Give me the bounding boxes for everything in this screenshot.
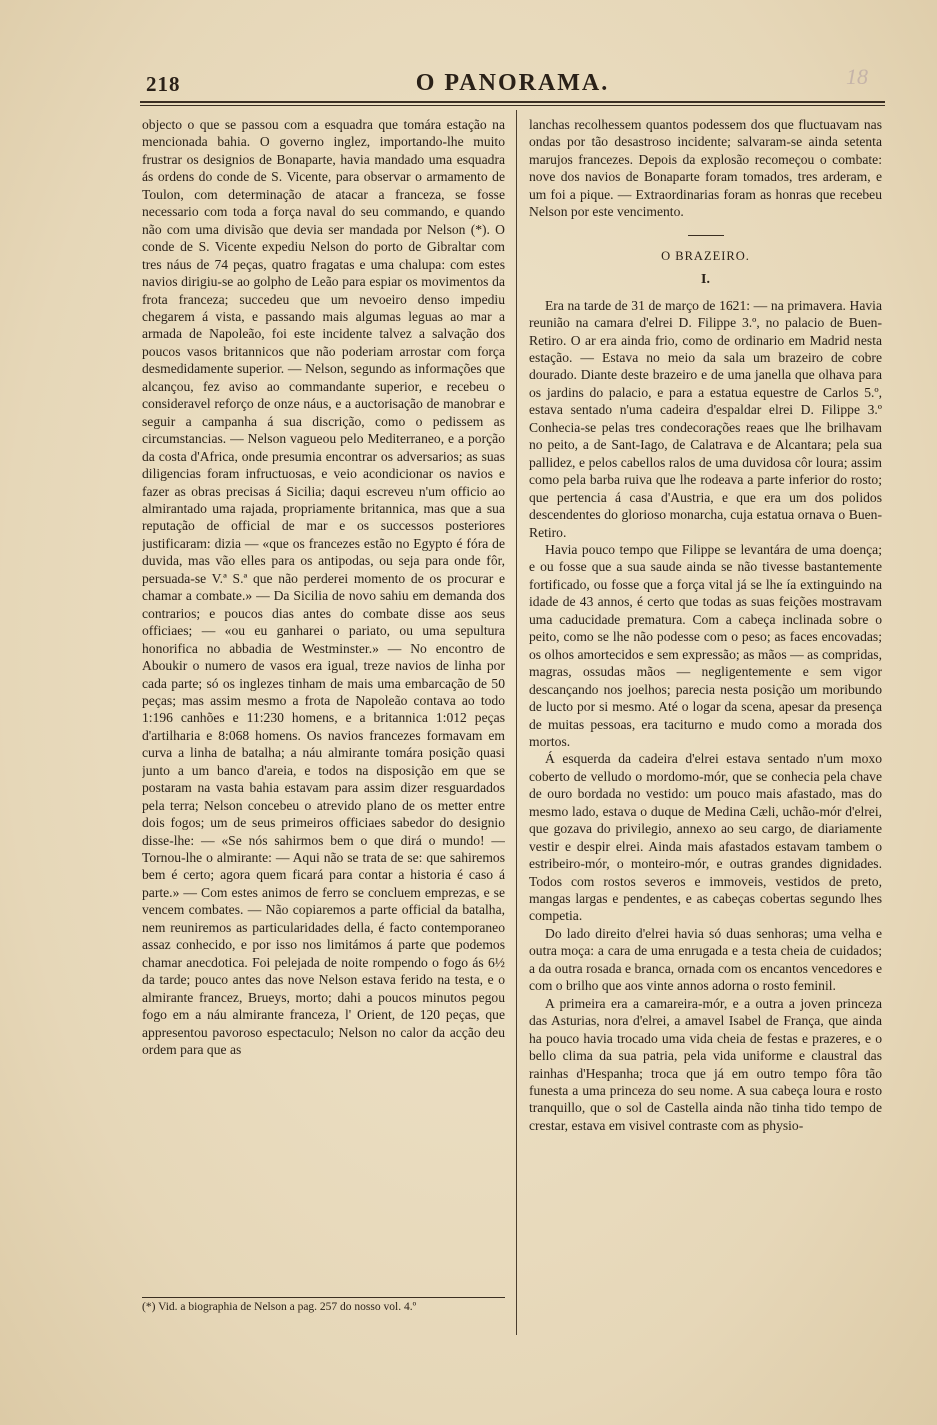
article-paragraph: Á esquerda da cadeira d'elrei estava sentado n'um moxo coberto de velludo o mordomo-mór, que se conhecia pela chave de ouro bordada no vestido: um pouco mais afastado, mas do mesmo lado, estava o duque de Medina Cæli, uchão-mór d'elrei, que gozava do privilegio, annexo ao seu cargo, de diariamente vestir e despir elrei. Ainda mais afastados estavam tambem o estribeiro-mór, o monteiro-mór, e outras grandes dignidades. Todos com rostos severos e immoveis, vestidos de preto, mangas largas e pendentes, e as cabeças cobertas segundo lhes competia. — [529, 751, 882, 924]
footnote-rule — [142, 1297, 505, 1298]
article-paragraph: Do lado direito d'elrei havia só duas senhoras; uma velha e outra moça: a cara de uma enrugada e a testa cheia de cuidados; a da outra rosada e branca, ornada com os encantos vencedores e com o brilho que aos vinte annos adorna o rosto feminil. — [529, 925, 882, 994]
left-column — [142, 116, 505, 1286]
section-number: I. — [701, 272, 710, 288]
column-divider — [516, 110, 517, 1335]
section-divider — [688, 235, 724, 236]
journal-title: O PANORAMA. — [415, 70, 610, 96]
article-paragraph: Havia pouco tempo que Filippe se levantára de uma doença; e ou fosse que a sua saude ainda se não tivesse bastantemente fortificado, ou fosse que a força vital já se lhe ía extinguindo na idade de 43 annos, é certo que todas as suas feições mostravam uma caducidade prematura. Com a cabeça inclinada sobre o peito, como se lhe não podesse com o peso; as faces encovadas; os olhos amortecidos e sem expressão; as mãos — as compridas, magras, ossudas mãos — negligentemente e sem vigor descançando nos joelhos; parecia nesta posição um moribundo de lucto por si mesmo. Até o logar da scena, apesar da presença de muitas pessoas, era taciturno e mudo como a morada dos mortos. — [529, 541, 882, 749]
footnote: (*) Vid. a biographia de Nelson a pag. 257 do nosso vol. 4.º — [142, 1301, 417, 1313]
header-rule-thin — [140, 105, 885, 106]
continuation-paragraph: lanchas recolhessem quantos podessem dos que fluctuavam nas ondas por tão desastroso incidente; salvaram-se ainda setenta marujos francezes. Depois da explosão recomeçou o combate: nove dos navios de Bonaparte foram tomados, tres arderam, e um foi a pique. — Extraordinarias foram as honras que recebeu Nelson por este vencimento. — [529, 117, 882, 220]
right-column — [529, 116, 882, 1336]
header-rule — [140, 101, 885, 103]
page-number: 218 — [146, 72, 181, 96]
article-paragraph: Era na tarde de 31 de março de 1621: — na primavera. Havia reunião na camara d'elrei D. Filippe 3.º, no palacio de Buen-Retiro. O ar era ainda frio, como de ordinario em Madrid nesta estação. — Estava no meio da sala um brazeiro de cobre dourado. Diante deste brazeiro e de uma janella que olhava para os jardins do palacio, e para a estatua equestre de Carlos 5.º, estava sentado n'uma cadeira d'espaldar elrei D. Filippe 3.º Conhecia-se pelas tres condecorações reaes que lhe brilhavam no peito, a de Sant-Iago, de Calatrava e de Alcantara; pela sua pallidez, e pelos cabellos ralos de uma duvidosa côr loura; assim como pela barba ruiva que lhe rodeava a parte inferior do rosto; que pertencia á casa d'Austria, e que era um dos polidos descendentes do glorioso monarcha, cuja estatua ornava o Buen-Retiro. — [529, 297, 882, 540]
left-column-text: objecto o que se passou com a esquadra que tomára estação na mencionada bahia. O governo inglez, importando-lhe muito frustrar os designios de Bonaparte, havia mandado uma esquadra ás ordens do conde de S. Vicente, para observar o armamento de Toulon, com determinação de atacar a franceza, se fosse necessario com toda a força naval do seu commando, e quando não com uma divisão que devia ser mandada por Nelson (*). O conde de S. Vicente expediu Nelson do porto de Gibraltar com tres náus de 74 peças, quatro fragatas e uma chalupa: com estes navios dirigiu-se ao golpho de Leão para espiar os movimentos da frota franceza; succedeu que um nevoeiro denso impediu chegarem á vista, e passando mais algumas leguas ao mar a armada de Napoleão, foi este incidente talvez a salvação dos poucos vasos britannicos que não poderiam arrostar com força desmedidamente superior. — Nelson, segundo as informações que alcançou, fez aviso ao commandante superior, e recebeu o consideravel reforço de onze náus, e a auctorisação de manobrar e seguir a campanha á sua discrição, como o pedissem as circumstancias. — Nelson vagueou pelo Mediterraneo, e a porção da costa d'Africa, onde presumia encontrar os adversarios; as suas diligencias foram infructuosas, e veio acondicionar os navios e fazer as obras precisas á Sicilia; daqui escreveu n'um officio ao almirantado uma rajada, propriamente britannica, mas que a sua reputação de official de mar e os successos posteriores justificaram: dizia — «que os francezes estão no Egypto é fóra de duvida, mas vão elles para os antipodas, ou seja para onde fôr, persuada-se V.ª S.ª que não perderei momento de os procurar e chamar a combate.» — Da Sicilia de novo sahiu em demanda dos contrarios; e poucos dias antes do combate disse aos seus officiaes; — «ou eu ganharei o pariato, ou uma sepultura honorifica no abbadia de Westminster.» — No encontro de Aboukir o numero de vasos era igual, treze navios de linha por cada parte; só os inglezes tinham de mais uma embarcação de 50 peças; mas assim mesmo a frota de Napoleão contava ao todo 1:196 canhões e 11:230 homens, e a britannica 1:012 peças d'artilharia e 8:068 homens. Os navios francezes formavam em curva a linha de batalha; a náu almirante tomára posição quasi junto a um banco d'areia, e todos na disposição em que se postaram na vasta bahia estavam para assim dizer resguardados pela terra; Nelson concebeu o atrevido plano de os metter entre dois fogos; um de seus primeiros officiaes sabedor do designio disse-lhe: — «Se nós sahirmos bem o que dirá o mundo! — Tornou-lhe o almirante: — Aqui não se trata de se: que sahiremos bem é certo; agora quem ficará para contar a historia é caso á parte.» — Com estes animos de ferro se concluem emprezas, e se vencem combates. — Não copiaremos a parte official da batalha, nem reuniremos as particularidades della, é facto contemporaneo assaz conhecido, e por isso nos limitámos á parte que podemos chamar anecdotica. Foi pelejada de noite rompendo o fogo ás 6½ da tarde; pouco antes das nove Nelson estava ferido na testa, e o almirante francez, Brueys, morto; dahi a poucos minutos pegou fogo em a náu almirante franceza, l' Orient, de 120 peças, que appresentou pavoroso espectaculo; Nelson no calor da acção deu ordem para que as — [142, 117, 505, 1058]
page-header — [140, 66, 885, 100]
section-title: O BRAZEIRO. — [661, 248, 750, 263]
library-stamp: 18 — [846, 64, 868, 89]
article-paragraph: A primeira era a camareira-mór, e a outra a joven princeza das Asturias, nora d'elrei, a amavel Isabel de França, que ainda ha pouco havia trocado uma vida cheia de festas e prazeres, e o bello clima da sua patria, pela vida uniforme e claustral das rainhas d'Hespanha; troca que já em outro tempo fôra tão funesta a uma princeza do seu nome. A sua cabeça loura e rosto tranquillo, que o sol de Castella ainda não tinha tido tempo de crestar, estava em visivel contraste com as physio- — [529, 995, 882, 1133]
